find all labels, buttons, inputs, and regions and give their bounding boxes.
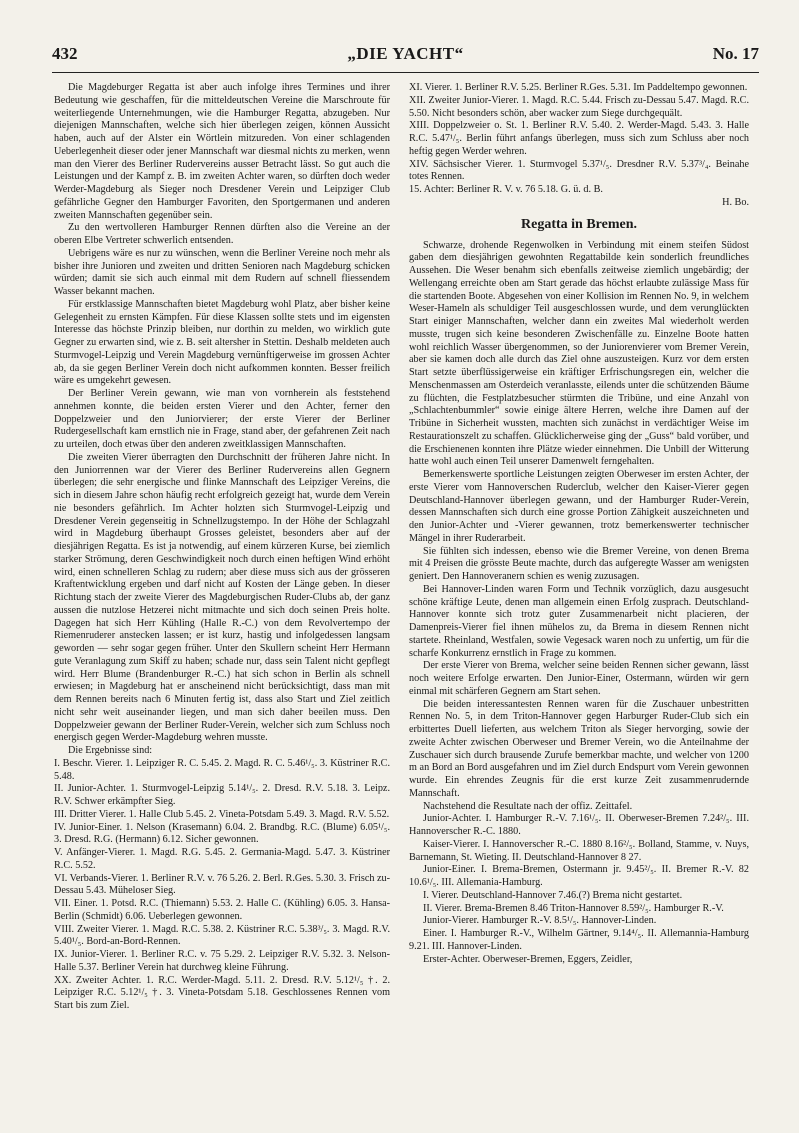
result-entry: I. Beschr. Vierer. 1. Leipziger R. C. 5.45. 2. Magd. R. C. 5.46¹/₅. 3. Küstriner R.C. 5.48.	[54, 757, 390, 782]
result-entry: XIII. Doppelzweier o. St. 1. Berliner R.V. 5.40. 2. Werder-Magd. 5.43. 3. Halle R.C. 5.47¹/₅. Berlin führt anfangs überlegen, muss sich zum Schluss aber noch heftig gegen Werder wehren.	[409, 120, 749, 157]
result-entry: VII. Einer. 1. Potsd. R.C. (Thiemann) 5.53. 2. Halle C. (Kühling) 6.05. 3. Hansa-Berlin (Schmidt) 6.06. Ueberlegen gewonnen.	[54, 898, 390, 922]
result-entry: I. Vierer. Deutschland-Hannover 7.46.(?) Brema nicht gestartet.	[423, 889, 683, 901]
article-heading: Regatta in Bremen.	[521, 216, 637, 232]
result-entry: XIV. Sächsischer Vierer. 1. Sturmvogel 5.37¹/₅. Dresdner R.V. 5.37³/₄. Beinahe totes Rennen.	[409, 158, 749, 183]
result-entry: Kaiser-Vierer. I. Hannoverscher R.-C. 1880 8.16²/₅. Bolland, Stamme, v. Nuys, Barnemann, St. Wieting. II. Deutschland-Hannover 8 27.	[409, 838, 749, 863]
result-entry: IX. Junior-Vierer. 1. Berliner R.C. v. 75 5.29. 2. Leipziger R.V. 5.32. 3. Nelson-Halle 5.37. Berliner Verein hat durchweg kleine Führung.	[54, 949, 390, 973]
paragraph: Bei Hannover-Linden waren Form und Technik vorzüglich, dazu ausgesucht schöne kräftige Leute, denen man allgemein einen Erfolg zusprach. Deutschland-Hannover konnte sich trotz guter Zusammenarbeit nicht placieren, der Damenpreis-Vierer fiel ihnen mühelos zu, da Brema in diesem Rennen nicht startete. Rheinland, Westfalen, sowie Vegesack waren noch zu unfertig, um für die scharfe Konkurrenz ernstlich in Frage zu kommen.	[409, 583, 749, 659]
result-entry: IV. Junior-Einer. 1. Nelson (Krasemann) 6.04. 2. Brandbg. R.C. (Blume) 6.05¹/₅. 3. Dresd. R.G. (Hermann) 6.12. Sicher gewonnen.	[54, 821, 390, 846]
journal-title: „DIE YACHT“	[347, 44, 464, 63]
result-entry: Junior-Vierer. Hamburger R.-V. 8.5¹/₅. Hannover-Linden.	[423, 915, 657, 927]
result-entry: Junior-Einer. I. Brema-Bremen, Ostermann jr. 9.45²/₅. II. Bremer R.-V. 82 10.6¹/₅. III. Allemania-Hamburg.	[409, 864, 749, 888]
paragraph: Der Berliner Verein gewann, wie man von vornherein als feststehend annehmen konnte, die beiden ersten Vierer und den Achter, ferner den Doppelzweier und den Juniorvierer; der erste Vierer der Berliner Rudergesellschaft kam ernstlich nie in Frage, stand aber, der gefahrenen Zeit nach zu urteilen, doch etwas über den anderen zweitklassigen Mannschaften.	[54, 388, 390, 450]
result-entry: II. Vierer. Brema-Bremen 8.46 Triton-Hannover 8.59²/₅. Hamburger R.-V.	[423, 902, 724, 914]
result-entry: 15. Achter: Berliner R. V. v. 76 5.18. G. ü. d. B.	[409, 184, 603, 195]
result-entry: XI. Vierer. 1. Berliner R.V. 5.25. Berliner R.Ges. 5.31. Im Paddeltempo gewonnen.	[409, 82, 748, 93]
paragraph: Zu den wertvolleren Hamburger Rennen dürften also die Vereine an der oberen Elbe Vertreter schwerlich entsenden.	[54, 222, 390, 246]
paragraph: Nachstehend die Resultate nach der offiz. Zeittafel.	[423, 800, 633, 812]
paragraph: Die zweiten Vierer überragten den Durchschnitt der früheren Jahre nicht. In den Juniorrennen war der Vierer des Berliner Rudervereins allen Gegnern überlegen; die sehr energische und flinke Mannschaft des Leipziger Vereins, die sich in diesem Jahre schon häufig recht erfolgreich gezeigt hat, wurde dem Verein nie besonders gefährlich. Im Achter holzten sich Sturmvogel-Leipzig und Dresdener Verein gegenseitig in Schnellzugstempo. In der Höhe der Schlagzahl wird in Magdeburg überhaupt Grosses geleistet, besonders aber auf der diesjährigen Regatta. Es ist ja notwendig, auf einem kürzeren Kurse, bei ziemlich starker Strömung, deren Geschwindigkeit noch durch einen heftigen Wind erhöht wird, einen schnelleren Schlag zu rudern; aber diese muss sich aus der grösseren Kraftentwicklung ergeben und darf nicht auf Kosten der Länge geben. In dieser Richtung stach der zweite Vierer des Magdeburgischen Ruder-Clubs ab, der ganz aussen die nutzlose Hetzerei nicht mitmachte und sich doch seinen Preis holte. Dagegen hat sich Herr Kühling (Halle R.-C.) von dem Revolvertempo der Riemenruderer anstecken lassen; er ist kurz, hastig und infolgedessen langsam geworden — sehr sogar gegen früher. Unter den Skullern scheint Herr Hermann gute Veranlagung zum Skiff zu haben; schade nur, dass sein Talent nicht gepflegt wird. Herr Blume (Brandenburger R.-C.) hat sich schon in Berlin als schnell erwiesen; in Magdeburg hat er anscheinend nicht berücksichtigt, dass man mit dem Rennen bereits nach 6 Minuten fertig ist, dass also Start und Ziel zeitlich nicht sehr weit auseinander liegen, und man sich daher beeilen muss. Den Doppelzweier gewann der Berliner Ruder-Verein, welcher sich zum Schluss noch energisch gegen Werder-Magdeburg wehren musste.	[54, 451, 390, 744]
page-header	[52, 44, 759, 66]
paragraph: Uebrigens wäre es nur zu wünschen, wenn die Berliner Vereine noch mehr als bisher ihre Junioren und zweiten und dritten Senioren nach Magdeburg schicken würden; damit sie sich auch einmal mit dem Rudern auf schnell fliessendem Wasser bekannt machen.	[54, 247, 390, 297]
issue-number: No. 17	[712, 44, 759, 63]
result-entry: XII. Zweiter Junior-Vierer. 1. Magd. R.C. 5.44. Frisch zu-Dessau 5.47. Magd. R.C. 5.50. Nicht besonders schön, aber wacker zum Siege durchgequält.	[409, 94, 749, 119]
paragraph: Schwarze, drohende Regenwolken in Verbindung mit einem steifen Südost gaben dem diesjährigen gewohnten Regattabilde kein sonderlich freundliches Aussehen. Die Weser benahm sich ebenfalls zeitweise ziemlich ungebärdig; der Wellengang erreichte oben am Start gerade das höchst erlaubte zulässige Mass für die startenden Boote. Abgesehen von einer Kollision im Rennen No. 9, in welchem Weser-Hameln als schuldiger Teil ausgeschlossen wurde, und dem verunglückten Start einiger Mannschaften, welcher dann ein zweites Mal wiederholt werden musste, trugen sich keine besonderen Zwischenfälle zu. Einzelne Boote hatten wohl reichlich Wasser übergenommen, so der Juniorenvierer vom Bremer Verein, aber sie kamen doch alle durch das Ziel ohne auszusteigen. Kurz vor dem ersten Start setzte überflüssigerweise ein kräftiger Erfrischungsregen ein, welcher die Menschenmassen am Osterdeich veranlasste, eilends unter die schützenden Bäume zu flüchten, die Festplatzbesucher stürmten die Tribüne, und eine Anzahl von „Schlachtenbummler“ sowie einige ältere Herren, welche ihre Damen auf der Tribüne in Sicherheit wussten, machten sich zunächst in verdächtiger Weise im Restaurationszelt zu schaffen. Glücklicherweise ging der „Guss“ bald vorüber, und die Erschienenen konnten ihre Plätze wieder einnehmen. Die Unbill der Witterung hatte wohl auch einen Teil unserer Damenwelt ferngehalten.	[409, 239, 749, 468]
header-rule	[52, 72, 759, 73]
result-entry: Junior-Achter. I. Hamburger R.-V. 7.16¹/₅. II. Oberweser-Bremen 7.24²/₅. III. Hannoverscher R.-C. 1880.	[409, 813, 749, 837]
result-entry: III. Dritter Vierer. 1. Halle Club 5.45. 2. Vineta-Potsdam 5.49. 3. Magd. R.V. 5.52.	[54, 808, 390, 820]
author-signature: H. Bo.	[722, 196, 749, 208]
result-entry: VI. Verbands-Vierer. 1. Berliner R.V. v. 76 5.26. 2. Berl. R.Ges. 5.30. 3. Frisch zu-Dessau 5.43. Müheloser Sieg.	[54, 872, 390, 897]
page-number: 432	[52, 44, 78, 63]
left-column	[54, 82, 390, 1127]
paragraph: Die Ergebnisse sind:	[68, 745, 153, 756]
paragraph: Die beiden interessantesten Rennen waren für die Zuschauer unbestritten Rennen No. 5, in dem Triton-Hannover gegen Harburger Ruder-Club sich ein erbittertes Duell lieferten, aus welchem Triton als Sieger hervorging, sowie der zweite Achter zwischen Oberweser und Bremer Verein, wo die Anteilnahme der Zuschauer sich durch brausende Zurufe bemerkbar machte, und welcher von 1200 m an Bord an Bord ausgefahren und im Ziel durch Endspurt vom Verein gewonnen wurde. Ein ehrendes Zeugnis für die erst kurze Zeit zusammenrudernde Mannschaft.	[409, 698, 749, 799]
paragraph: Bemerkenswerte sportliche Leistungen zeigten Oberweser im ersten Achter, der erste Vierer vom Hannoverschen Ruderclub, welcher den Kaiser-Vierer gegen Deutschland-Hannover überlegen gewann, und der Hamburger Ruder-Verein, dessen Mannschaften sich durch eine grosse Portion Zähigkeit auszeichneten und den Junior-Achter und -Vierer gewannen, trotz bemerkenswerter technischer Mängel in ihrer Ruderarbeit.	[409, 469, 749, 544]
result-entry: XX. Zweiter Achter. 1. R.C. Werder-Magd. 5.11. 2. Dresd. R.V. 5.12¹/₅ †. 2. Leipziger R.C. 5.12¹/₅ †. 3. Vineta-Potsdam 5.18. Geschlossenes Rennen vom Start bis zum Ziel.	[54, 974, 390, 1011]
result-entry: II. Junior-Achter. 1. Sturmvogel-Leipzig 5.14¹/₅. 2. Dresd. R.V. 5.18. 3. Leipz. R.V. Schwer erkämpfter Sieg.	[54, 783, 390, 807]
result-entry: Erster-Achter. Oberweser-Bremen, Eggers, Zeidler,	[423, 953, 633, 965]
paragraph: Der erste Vierer von Brema, welcher seine beiden Rennen sicher gewann, lässt noch weitere Erfolge erwarten. Den Junior-Einer, Ostermann, würden wir gern einmal mit schärferen Gegnern am Start sehen.	[409, 660, 749, 697]
paragraph: Sie fühlten sich indessen, ebenso wie die Bremer Vereine, von denen Brema mit 4 Preisen die grösste Beute machte, durch das aufgeregte Wasser am wenigsten geniert. Den Hannoveranern schien es wenig zuzusagen.	[409, 545, 749, 582]
right-column	[409, 82, 749, 1127]
paragraph: Für erstklassige Mannschaften bietet Magdeburg wohl Platz, aber bisher keine Gelegenheit zu ernsten Kämpfen. Für diese Klassen sollte stets und im eigensten Interesse das höchste Prinzip bleiben, nur dorthin zu melden, wo wirklich gute Gegner zu erwarten sind, wie z. B. seit altersher in Stettin. Deshalb meldeten auch Sturmvogel-Leipzig und Verein Magdeburg vernünftigerweise im grossen Achter ab, da sie gegen Berliner Verein doch nicht aufkommen konnten. Besser freilich wäre es umgekehrt gewesen.	[54, 298, 390, 387]
result-entry: VIII. Zweiter Vierer. 1. Magd. R.C. 5.38. 2. Küstriner R.C. 5.38³/₅. 3. Magd. R.V. 5.40¹/₅. Bord-an-Bord-Rennen.	[54, 923, 390, 948]
result-entry: Einer. I. Hamburger R.-V., Wilhelm Gärtner, 9.14⁴/₅. II. Allemannia-Hamburg 9.21. III. Hannover-Linden.	[409, 928, 749, 952]
result-entry: V. Anfänger-Vierer. 1. Magd. R.G. 5.45. 2. Germania-Magd. 5.47. 3. Küstriner R.C. 5.52.	[54, 847, 390, 871]
paragraph: Die Magdeburger Regatta ist aber auch infolge ihres Termines und ihrer Bedeutung wie geschaffen, für die mitteldeutschen Vereine die Marschroute für weiterliegende Unternehmungen, wie die Hamburger Regatta, abzugeben. Nur diejenigen Mannschaften, welche sich hier überlegen zeigen, können Aussicht haben, auch auf der Alster ein Wörtlein mitzureden. Von einer schlagenden Ueberlegenheit dieser oder jener Mannschaft war diesmal nichts zu merken, wenn man den Vierer des Berliner Rudervereins ausser Betracht lässt. So gut auch die Leistungen und der Kampf z. B. im zweiten Achter waren, so dürften doch weder Werder-Magdeburg als Sieger noch Dresdener Verein und Leipziger Club gefährliche Gegner den Hamburger Favoriten, den Sportgermanen und anderen zweiten Mannschaften gegenüber sein.	[54, 82, 390, 221]
